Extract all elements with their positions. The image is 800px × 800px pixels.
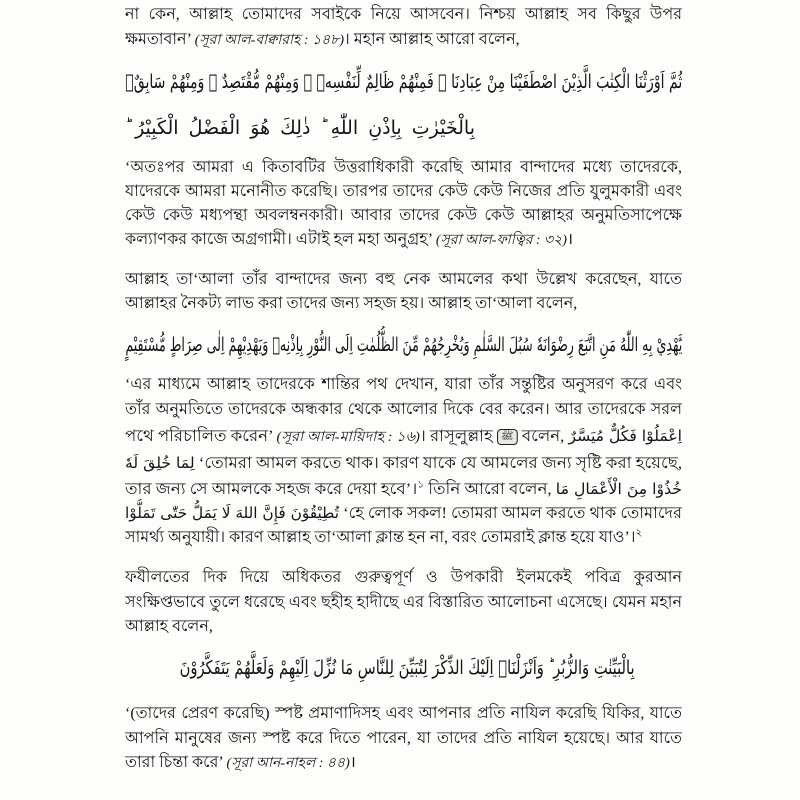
line-content [125,228,573,252]
body-text: পথে পরিচালিত করেন’ [125,428,273,445]
line-content [125,28,520,52]
line-content [125,566,682,590]
line-content [125,526,642,550]
surah-reference: (সূরা আল-ফাত্বির : ৩২) [435,233,567,248]
body-text: ‘অতঃপর আমরা এ কিতাবটির উত্তরাধিকারী করেছি আমার বান্দাদের মধ্যে তাদেরকে, [125,159,682,176]
para1-line-1 [125,156,682,180]
body-text: । [349,754,356,771]
para4-line-2 [125,591,682,615]
quran-verse-1-line-2 [125,109,475,147]
para4-line-3 [125,615,682,639]
quran-verse-2 [125,326,682,364]
arabic-hadith-text: اِعْمَلُوْا فَكُلٌّ مُيَسَّرٌ [568,427,682,445]
body-text: ক্ষমতাবান’ [125,31,192,48]
line-content [125,727,682,751]
body-text: আল্লাহ বলেন, [125,618,213,635]
body-text: তার জন্য সে আমলকে সহজ করে দেয়া হবে’। [125,481,418,498]
surah-reference: (সূরা আল-মায়িদাহ : ১৬) [276,430,420,445]
line-content [125,292,577,316]
body-text: তাঁর অনুমতিতে তাদেরকে অন্ধকার থেকে আলোর দিকে বের করেন। আর তাদেরকে সরল [125,401,682,418]
verse-content [180,649,635,687]
verse-content [125,109,475,147]
line-content [125,615,213,639]
body-text: যাদেরকে আমরা মনোনীত করেছি। তারপর তাদের কেউ কেউ নিজের প্রতি যুলুমকারী এবং [125,183,682,200]
para5-line-3 [125,751,682,775]
body-text: সামর্থ্য অনুযায়ী। কারণ আল্লাহ তা‘আলা ক্লান্ত হন না, বরং তোমরাই ক্লান্ত হয়ে যাও’। [125,529,636,546]
footnote-marker: ১ [417,479,425,491]
quran-verse-3 [180,649,635,687]
body-text: । মহান আল্লাহ আরো বলেন, [343,31,520,48]
line-content [125,499,682,527]
para1-line-3 [125,204,682,228]
body-text: ‘হে লোক সকল! তোমরা আমল করতে থাক তোমাদের [343,505,682,522]
body-text: সংক্ষিপ্তভাবে তুলে ধরেছে এবং ছহীহ হাদীছে এর বিস্তারিত আলোচনা এসেছে। যেমন মহান [125,594,682,611]
surah-reference: (সূরা আন-নাহল : ৪৪) [226,756,350,771]
salutation-icon: ﷺ [497,429,518,445]
verse-content [125,326,682,364]
body-text: । [566,231,574,248]
body-text: আল্লাহর নৈকট্য লাভ করা তাদের জন্য সহজ হয়। আল্লাহ তা‘আলা বলেন, [125,295,578,312]
body-text: ‘তোমরা আমল করতে থাক। কারণ যাকে যে আমলের জন্য সৃষ্টি করা হয়েছে, [198,455,682,472]
line-content [125,751,356,775]
body-text: বলেন, [521,428,565,445]
body-text: তিনি আরো বলেন, [428,481,552,498]
body-text: ফযীলতের দিক দিয়ে অধিকতর গুরুত্বপূর্ণ ও উপকারী ইলমকেই পবিত্র কুরআন [125,569,682,586]
line-content [125,373,682,397]
para1-line-4 [125,228,682,252]
intro-line-2 [125,28,682,52]
body-text: আপনি মানুষের জন্য স্পষ্ট করে দিতে পারেন, যা তাদের প্রতি নাযিল হয়েছে। আর যাতে [125,730,682,747]
surah-reference: (সূরা আল-বাক্বারাহ : ১৪৮) [194,33,344,48]
arabic-verse-text: يَّهْدِيْ بِهِ اللّٰهُ مَنِ اتَّبَعَ رِضْوَانَهٗ سُبُلَ السَّلٰمِ وَيُخْرِجُهُمْ مِّنَ الظُّلُمٰتِ اِلَى النُّوْرِ بِاِذْنِهٖ وَيَهْدِيْهِمْ اِلٰى صِرَاطٍ مُّسْتَقِيْمٍ [125,334,682,356]
para3-line-3 [125,422,682,450]
para2-line-1 [125,268,682,292]
para3-line-1 [125,373,682,397]
para5-line-2 [125,727,682,751]
body-text: আল্লাহ তা‘আলা তাঁর বান্দাদের জন্য বহু নেক আমলের কথা উল্লেখ করেছেন, যাতে [125,271,682,288]
body-text: ‘এর মাধ্যমে আল্লাহ তাদেরকে শান্তির পথ দেখান, যারা তাঁর সন্তুষ্টির অনুসরণ করে এবং [125,376,682,393]
para4-line-1 [125,566,682,590]
line-content [125,422,682,450]
verse-content [125,63,682,101]
line-content [125,398,682,422]
line-content [125,204,682,228]
line-content [125,3,682,27]
body-text: । রাসূলুল্লাহ [419,428,493,445]
arabic-hadith-text: خُذُوْا مِنَ الْأَعْمَالِ مَا [555,480,682,498]
body-text: না কেন, আল্লাহ তোমাদের সবাইকে নিয়ে আসবেন। নিশ্চয় আল্লাহ সব কিছুর উপর [125,6,682,23]
line-content [125,268,682,292]
body-text: কেউ কেউ মধ্যপন্থা অবলম্বনকারী। আবার তাদের কেউ কেউ আল্লাহর অনুমতিসাপেক্ষে [125,207,682,224]
intro-line-1 [125,3,682,27]
arabic-verse-text: ثُمَّ اَوْرَثْنَا الْكِتٰبَ الَّذِيْنَ اصْطَفَيْنَا مِنْ عِبَادِنَا ۚ فَمِنْهُمْ ظَالِمٌ لِّنَفْسِهٖ ۚ وَمِنْهُمْ مُّقْتَصِدٌ ۚ وَمِنْهُمْ سَابِقٌۢ [125,71,682,93]
body-text: তারা চিন্তা করে’ [125,754,224,771]
para3-line-7 [125,526,682,550]
arabic-hadith-text: لِمَا خُلِقَ لَهٗ [125,454,195,472]
body-text: কল্যাণকর কাজে অগ্রগামী। এটাই হল মহা অনুগ্রহ’ [125,231,433,248]
quran-verse-1-line-1 [125,63,682,101]
para1-line-2 [125,180,682,204]
para3-line-2 [125,398,682,422]
para3-line-4 [125,449,682,477]
line-content [125,449,682,477]
para5-line-1 [125,702,682,726]
line-content [125,591,682,615]
para3-line-6 [125,499,682,527]
body-text: ‘(তাদের প্রেরণ করেছি) স্পষ্ট প্রমাণাদিসহ এবং আপনার প্রতি নাযিল করেছি যিকির, যাতে [125,705,682,722]
line-content [125,702,682,726]
para2-line-2 [125,292,682,316]
arabic-verse-text: بِالْبَيِّنٰتِ وَالزُّبُرِ ؕ وَاَنْزَلْنَاۤ اِلَيْكَ الذِّكْرَ لِتُبَيِّنَ لِلنَّاسِ مَا نُزِّلَ اِلَيْهِمْ وَلَعَلَّهُمْ يَتَفَكَّرُوْنَ [180,657,635,679]
line-content [125,180,682,204]
footnote-marker: ২ [635,527,643,539]
arabic-verse-text: بِالْخَيْرٰتِ بِاِذْنِ اللّٰهِ ؕ ذٰلِكَ هُوَ الْفَضْلُ الْكَبِيْرُ ؕ [125,117,475,139]
line-content [125,156,682,180]
arabic-hadith-text: تُطِيْقُوْنَ فَإِنَّ اللهَ لَا يَمَلُّ حَتّٰى تَمَلُّوْا [125,504,340,522]
